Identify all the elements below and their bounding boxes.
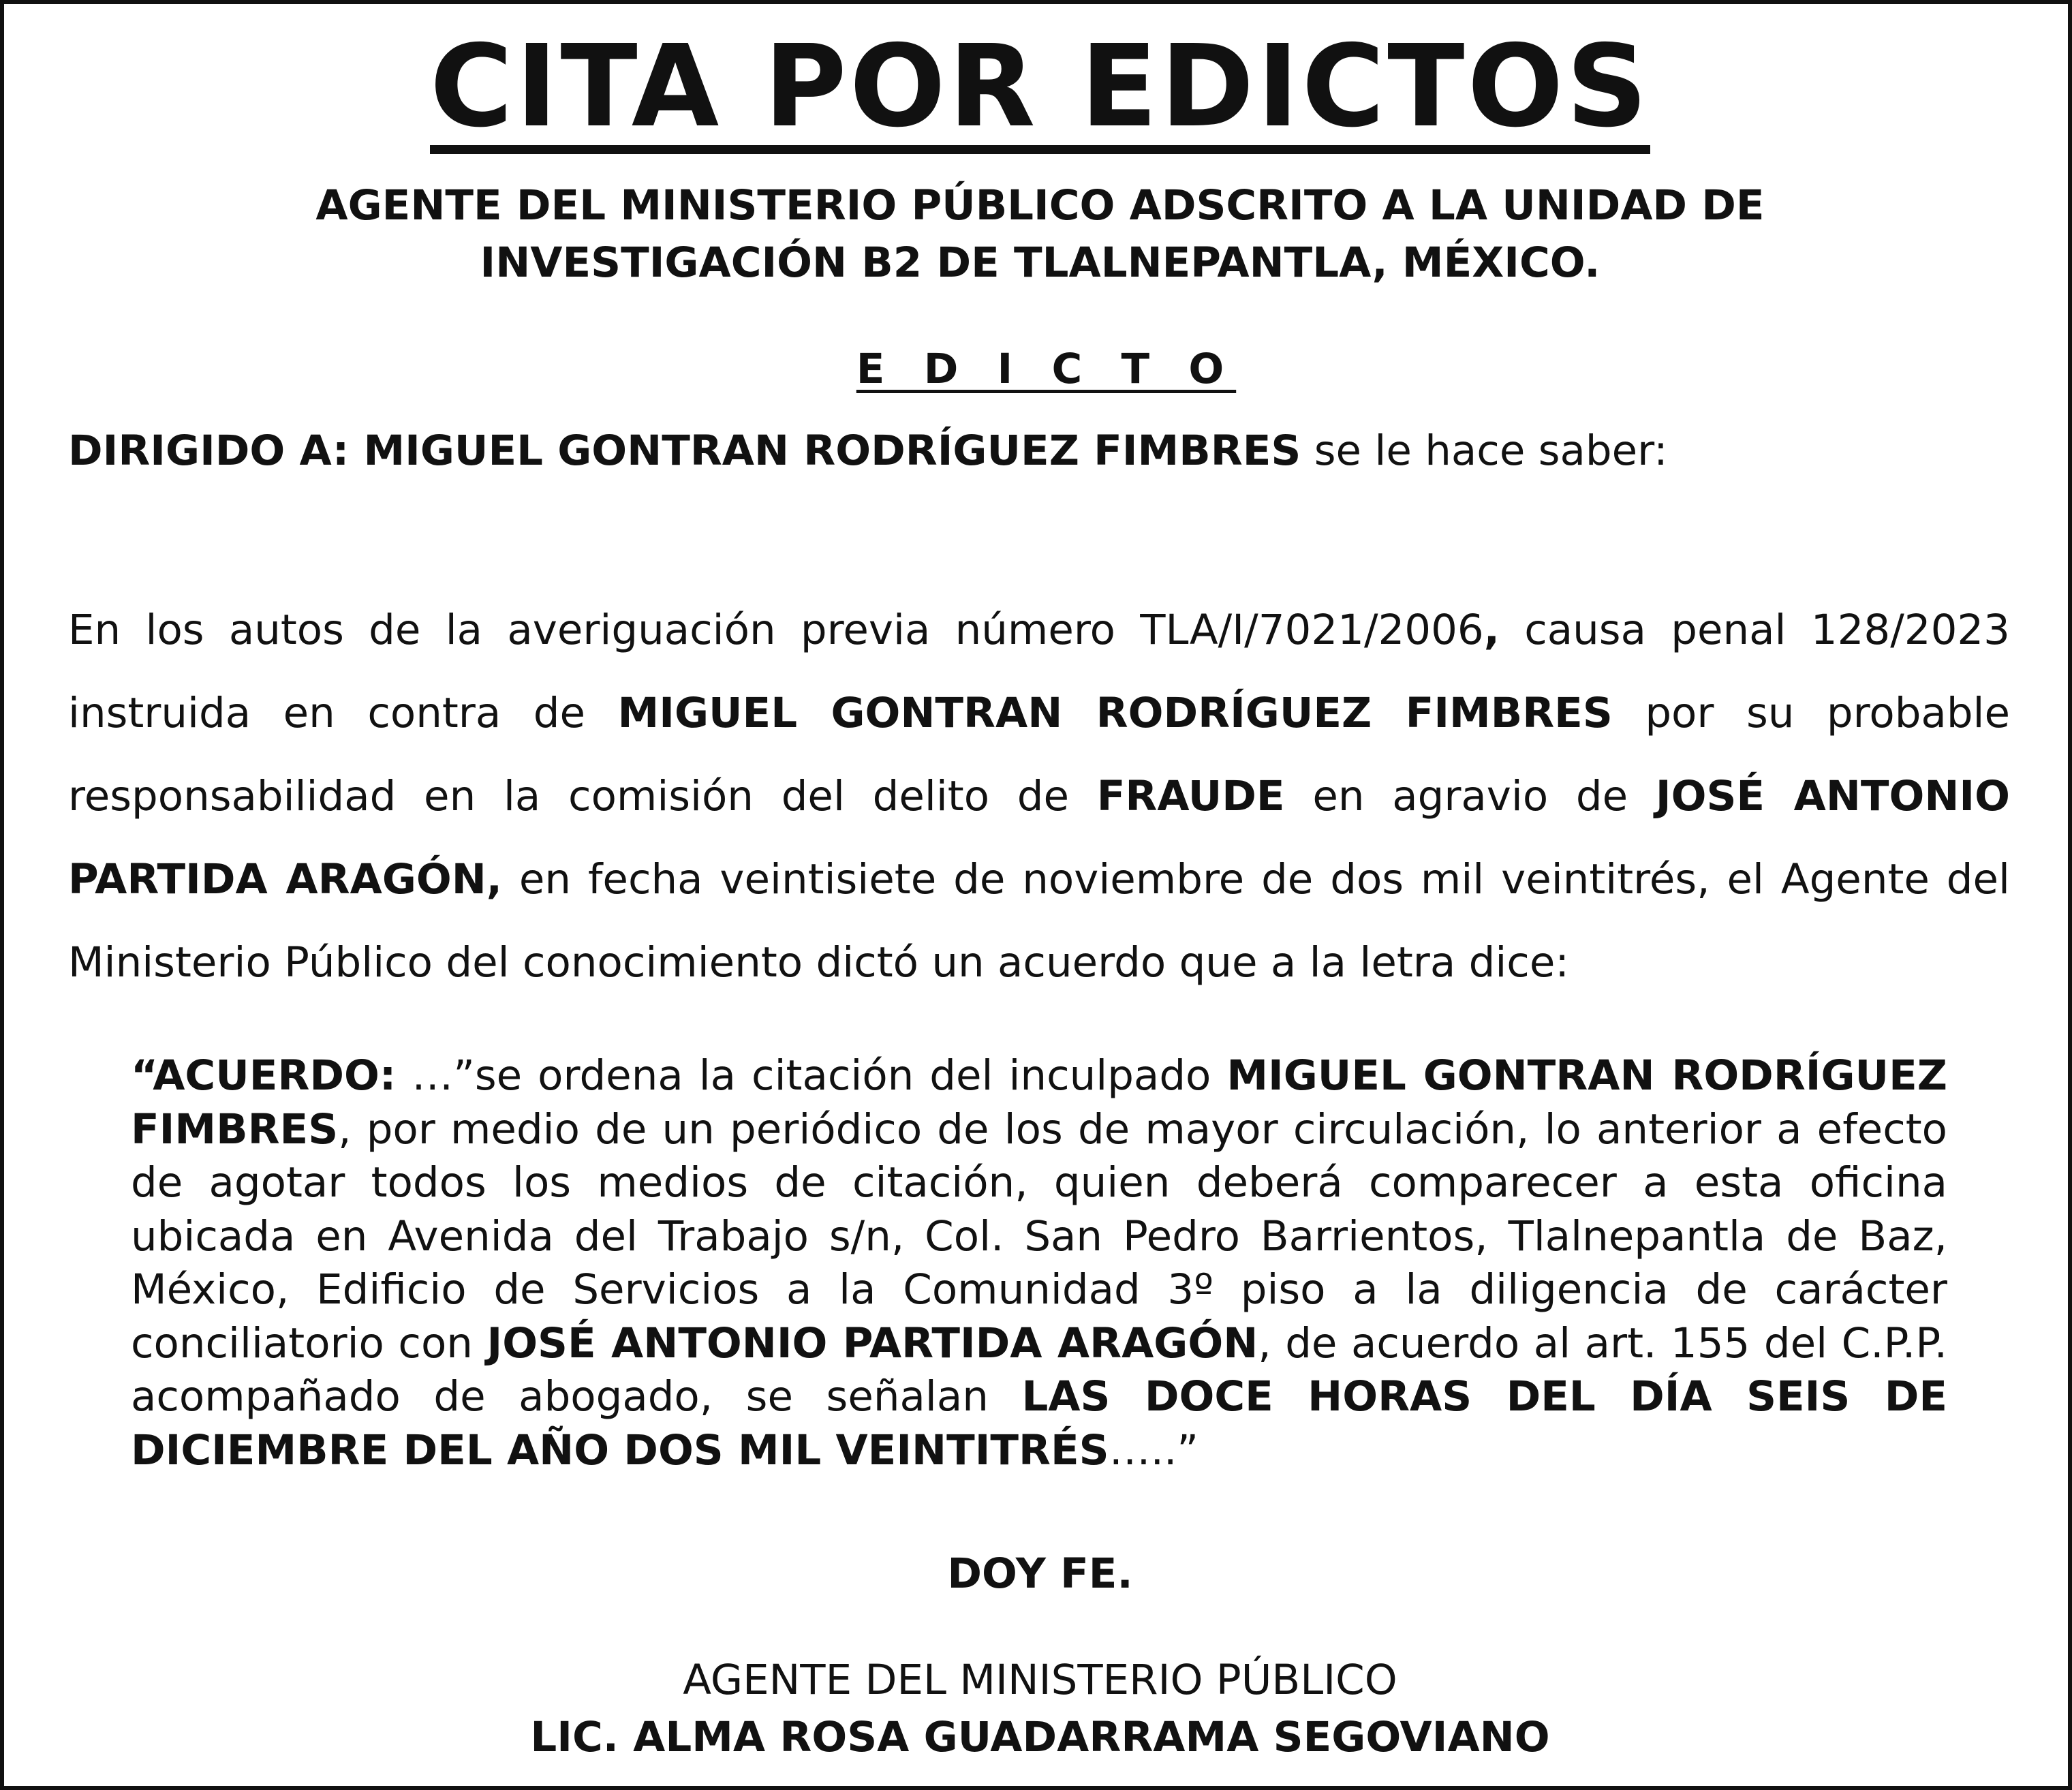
quote-text-2: , por medio de un periódico de los de mayor circulación, lo anterior a efecto de agotar todos los medios de citación, quien deberá comparecer a esta oficina ubicada en Avenida del Trabajo s/n, Col. San Pedro Barrientos, Tlalnepantla de Baz, México, Edificio de Servicios a la Comunidad 3º piso a la diligencia de carácter conciliatorio con xyxy=(131,1105,1947,1368)
edicto-heading-text: E D I C T O xyxy=(856,345,1237,393)
quote-victim-name: JOSÉ ANTONIO PARTIDA ARAGÓN xyxy=(486,1318,1258,1368)
body-crime: FRAUDE xyxy=(1096,772,1285,820)
authority-line-1: AGENTE DEL MINISTERIO PÚBLICO ADSCRITO A LA UNIDAD DE xyxy=(315,181,1765,230)
agreement-quote xyxy=(131,1049,1947,1477)
authority-line-2: INVESTIGACIÓN B2 DE TLALNEPANTLA, MÉXICO. xyxy=(480,238,1601,287)
quote-ellipsis: …..” xyxy=(1109,1425,1199,1475)
quote-hearing-date: LAS DOCE HORAS DEL DÍA SEIS DE DICIEMBRE DEL AÑO DOS MIL VEINTITRÉS xyxy=(131,1372,1947,1475)
edict-title xyxy=(345,19,1735,155)
signer-title: AGENTE DEL MINISTERIO PÚBLICO xyxy=(683,1656,1397,1704)
addressee-name: DIRIGIDO A: MIGUEL GONTRAN RODRÍGUEZ FIMBRES xyxy=(68,427,1301,475)
body-paragraph xyxy=(68,589,2010,1004)
addressee-line xyxy=(68,422,2017,480)
edict-title-text: CITA POR EDICTOS xyxy=(429,21,1651,153)
quote-text-1: …”se ordena la citación del inculpado xyxy=(396,1051,1227,1100)
closing-doy-fe: DOY FE. xyxy=(947,1549,1133,1598)
quote-defendant-name: MIGUEL GONTRAN RODRÍGUEZ FIMBRES xyxy=(131,1051,1947,1154)
signer-name: LIC. ALMA ROSA GUADARRAMA SEGOVIANO xyxy=(530,1713,1550,1761)
edicto-heading xyxy=(4,342,2072,397)
body-victim-name: JOSÉ ANTONIO PARTIDA ARAGÓN, xyxy=(68,772,2010,904)
body-comma: , xyxy=(1483,606,1500,654)
body-text-4: en agravio de xyxy=(1284,772,1656,820)
quote-text-3: , de acuerdo al art. 155 del C.P.P. acompañado de abogado, se señalan xyxy=(131,1318,1947,1421)
body-text-3: por su probable responsabilidad en la comisión del delito de xyxy=(68,689,2011,820)
quote-label: “ACUERDO: xyxy=(131,1051,397,1100)
body-text-1: En los autos de la averiguación previa número TLA/I/7021/2006 xyxy=(68,606,1484,654)
body-defendant-name: MIGUEL GONTRAN RODRÍGUEZ FIMBRES xyxy=(617,689,1613,737)
issuing-authority xyxy=(4,177,2072,292)
addressee-suffix: se le hace saber: xyxy=(1301,427,1668,475)
body-text-5: en fecha veintisiete de noviembre de dos mil veintitrés, el Agente del Ministerio Público del conocimiento dictó un acuerdo que a la letra dice: xyxy=(68,855,2011,987)
body-text-2: causa penal 128/2023 instruida en contra de xyxy=(68,606,2010,737)
